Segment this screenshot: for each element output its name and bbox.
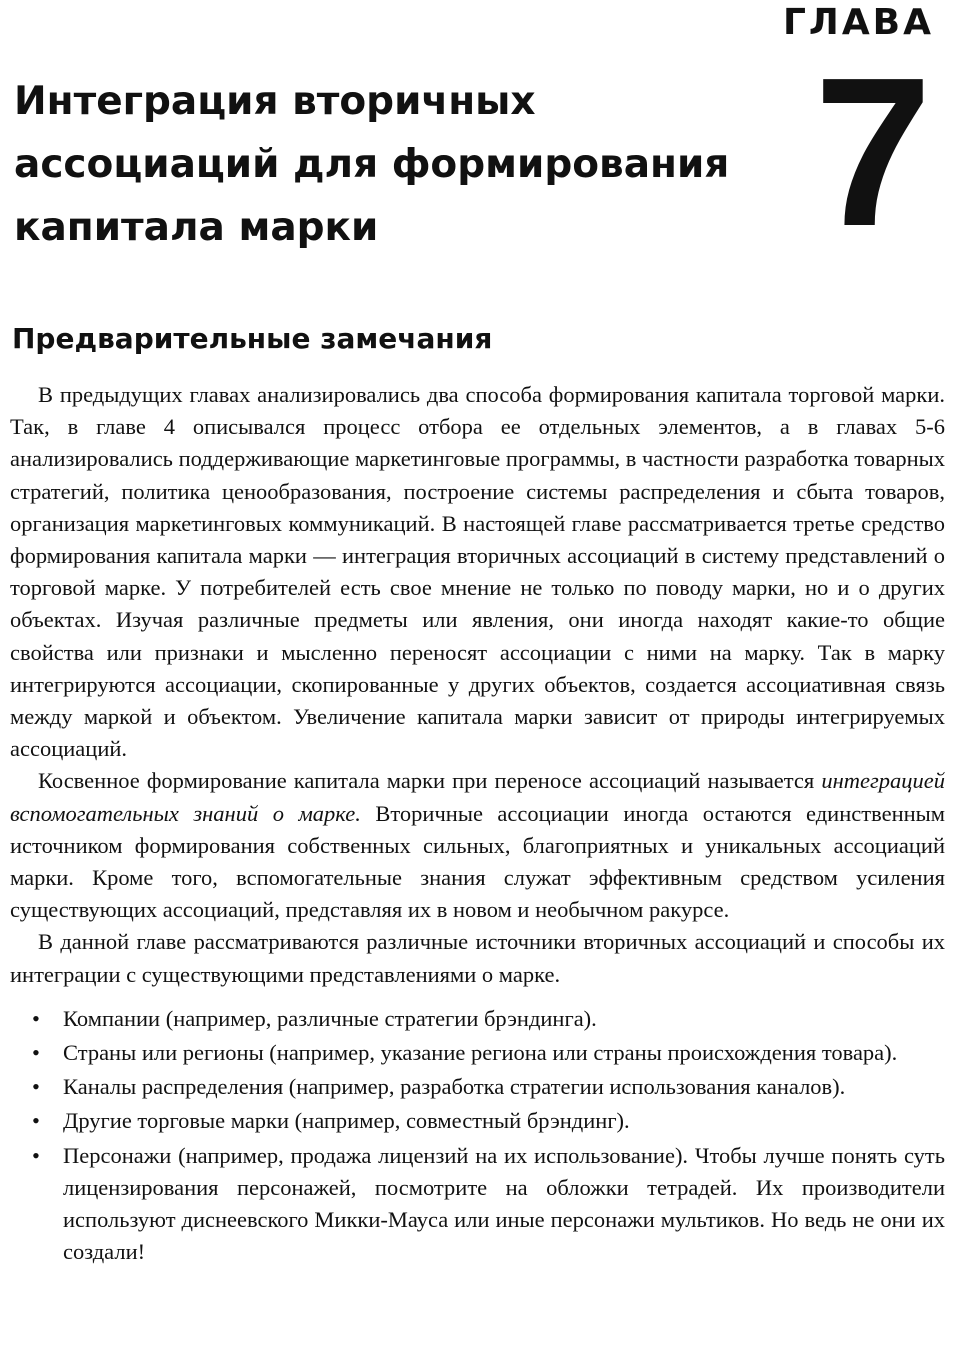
list-item-text: Страны или регионы (например, указание региона или страны происхождения товара).	[63, 1040, 898, 1066]
chapter-title-line: Интеграция вторичных	[14, 79, 536, 124]
chapter-title	[14, 70, 774, 259]
list-item	[10, 1140, 945, 1269]
body-text	[10, 379, 945, 1270]
paragraph: В предыдущих главах анализировались два способа формирования капитала торговой марки. Так, в главе 4 описывался процесс отбора ее отдельных элементов, а в главах 5-6 анализировались поддерживающие маркетинговые программы, в частности разработка товарных стратегий, политика ценообразования, построение системы распределения и сбыта товаров, организация маркетинговых коммуникаций. В настоящей главе рассматривается третье средство формирования капитала марки — интеграция вторичных ассоциаций в систему представлений о торговой марке. У потребителей есть свое мнение не только по поводу марки, но и о других объектах. Изучая различные предметы или явления, они иногда находят какие-то общие свойства или признаки и мысленно переносят ассоциации с ними на марку. Так в марку интегрируются ассоциации, скопированные у других объектов, создается ассоциативная связь между маркой и объектом. Увеличение капитала марки зависит от природы интегрируемых ассоциаций.	[10, 382, 946, 762]
bullet-icon: •	[32, 1005, 40, 1031]
bullet-icon: •	[32, 1074, 40, 1100]
paragraph	[10, 765, 945, 926]
list-item	[10, 1105, 945, 1137]
list-item-text: Персонажи (например, продажа лицензий на их использование). Чтобы лучше понять суть лицензирования персонажей, посмотрите на обложки тетрадей. Их производители используют диснеевского Микки-Мауса или иные персонажи мультиков. Но ведь не они их создали!	[63, 1142, 945, 1265]
paragraph-text: Косвенное формирование капитала марки при переносе ассоциаций называется	[38, 768, 822, 794]
bullet-icon: •	[32, 1040, 40, 1066]
paragraph-text: Вторичные ассоциации иногда остаются единственным источником формирования собственных сильных, благоприятных и уникальных ассоциаций марки. Кроме того, вспомогательные знания служат эффективным средством усиления существующих ассоциаций, представляя их в новом и необычном ракурсе.	[10, 800, 946, 923]
bullet-icon: •	[32, 1142, 40, 1168]
chapter-number: 7	[814, 33, 932, 270]
chapter-label: ГЛАВА	[782, 2, 934, 43]
bullet-list	[10, 1003, 945, 1269]
paragraph: В данной главе рассматриваются различные источники вторичных ассоциаций и способы их интеграции с существующими представлениями о марке.	[10, 929, 945, 987]
list-item	[10, 1071, 945, 1103]
emphasized-term: интеграцией вспомогательных знаний о марке.	[10, 768, 945, 826]
list-item-text: Компании (например, различные стратегии брэндинга).	[63, 1005, 597, 1031]
section-heading: Предварительные замечания	[12, 322, 493, 355]
list-item	[10, 1037, 945, 1069]
chapter-title-line: капитала марки	[14, 205, 379, 250]
list-item-text: Другие торговые марки (например, совместный брэндинг).	[63, 1108, 630, 1134]
list-item-text: Каналы распределения (например, разработка стратегии использования каналов).	[63, 1074, 846, 1100]
chapter-title-line: ассоциаций для формирования	[14, 142, 730, 187]
list-item	[10, 1003, 945, 1035]
bullet-icon: •	[32, 1108, 40, 1134]
